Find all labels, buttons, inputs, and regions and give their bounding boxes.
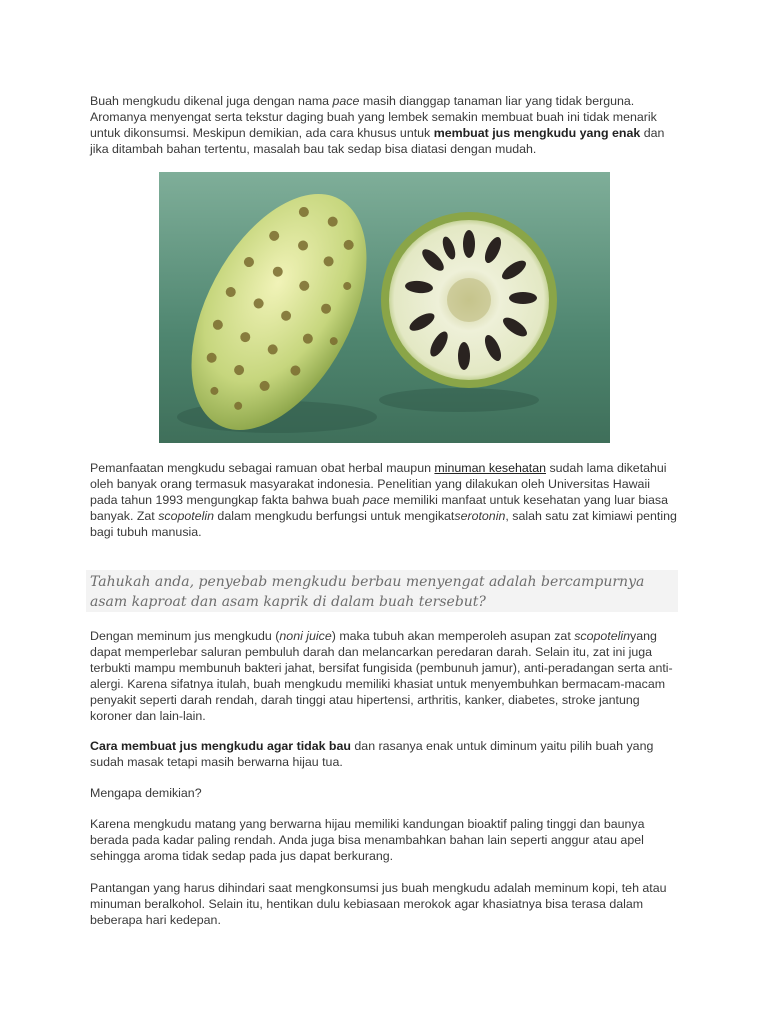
text-span: dan rasanya enak untuk diminum yaitu pilih buah yang sudah masak tetapi masih berwarna hijau tua. bbox=[90, 739, 654, 769]
noni-juice-paragraph bbox=[90, 628, 680, 724]
question-paragraph: Mengapa demikian? bbox=[90, 786, 202, 800]
text-span: masih dianggap tanaman liar yang tidak berguna. Aromanya menyengat serta tekstur daging buah yang lembek semakin membuat buah ini tidak menarik untuk dikonsumsi. Meskipun demikian, ada cara khusus untuk bbox=[90, 94, 657, 140]
how-to-paragraph bbox=[90, 738, 680, 770]
text-span: Pemanfaatan mengkudu sebagai ramuan obat herbal maupun bbox=[90, 461, 435, 475]
text-span: yang dapat memperlebar saluran pembuluh darah dan melancarkan peredaran darah. Selain itu, zat ini juga terbukti mampu membunuh bakteri jahat, bersifat fungisida (pembunuh jamur), anti-peradangan serta anti-alergi. Karena sifatnya itulah, buah mengkudu memiliki khasiat untuk menyembuhkan bermacam-macam penyakit seperti darah rendah, darah tinggi atau hipertensi, arthritis, kanker, diabetes, stroke jantung koroner dan lain-lain. bbox=[90, 629, 673, 723]
text-span: , salah satu zat kimiawi penting bagi tubuh manusia. bbox=[90, 509, 677, 539]
text-span: ) maka tubuh akan memperoleh asupan zat bbox=[331, 629, 575, 643]
explanation-paragraph: Karena mengkudu matang yang berwarna hijau memiliki kandungan bioaktif paling tinggi dan baunya berada pada kadar paling rendah. Anda juga bisa menambahkan bahan lain seperti anggur atau apel sehingga aroma tidak sedap pada jus dapat berkurang. bbox=[90, 817, 645, 863]
minuman-kesehatan-link[interactable]: minuman kesehatan bbox=[434, 461, 547, 475]
text-span: memiliki manfaat untuk kesehatan yang luar biasa banyak. Zat bbox=[90, 493, 668, 523]
noni-fruit-illustration bbox=[159, 172, 610, 443]
text-span: Dengan meminum jus mengkudu ( bbox=[90, 629, 280, 643]
strong-keyword: Cara membuat jus mengkudu agar tidak bau bbox=[90, 739, 351, 753]
text-span: dalam mengkudu berfungsi untuk mengikat bbox=[213, 509, 455, 523]
emphasis-pace: pace bbox=[332, 94, 360, 108]
text-span: sudah lama diketahui oleh banyak orang termasuk masyarakat indonesia. Penelitian yang dilakukan oleh Universitas Hawaii pada tahun 1993 mengungkap fakta bahwa buah bbox=[90, 461, 667, 507]
intro-paragraph bbox=[90, 93, 680, 157]
emphasis-noni-juice: noni juice bbox=[279, 629, 332, 643]
emphasis-serotonin: serotonin bbox=[454, 509, 506, 523]
noni-fruit-photo bbox=[159, 172, 610, 443]
emphasis-scopotelin: scopotelin bbox=[158, 509, 214, 523]
text-span: Buah mengkudu dikenal juga dengan nama bbox=[90, 94, 333, 108]
benefits-paragraph bbox=[90, 460, 680, 540]
emphasis-scopotelin: scopotelin bbox=[574, 629, 631, 643]
strong-keyword: membuat jus mengkudu yang enak bbox=[433, 126, 641, 140]
text-span: dan jika ditambah bahan tertentu, masalah bau tak sedap bisa diatasi dengan mudah. bbox=[90, 126, 665, 156]
prohibition-paragraph: Pantangan yang harus dihindari saat mengkonsumsi jus buah mengkudu adalah meminum kopi, teh atau minuman beralkohol. Selain itu, hentikan dulu kebiasaan merokok agar khasiatnya bisa terasa dalam beberapa hari kedepan. bbox=[90, 881, 667, 927]
emphasis-pace: pace bbox=[362, 493, 390, 507]
pull-quote: Tahukah anda, penyebab mengkudu berbau menyengat adalah bercampurnya asam kaproat dan asam kaprik di dalam buah tersebut? bbox=[86, 570, 678, 612]
